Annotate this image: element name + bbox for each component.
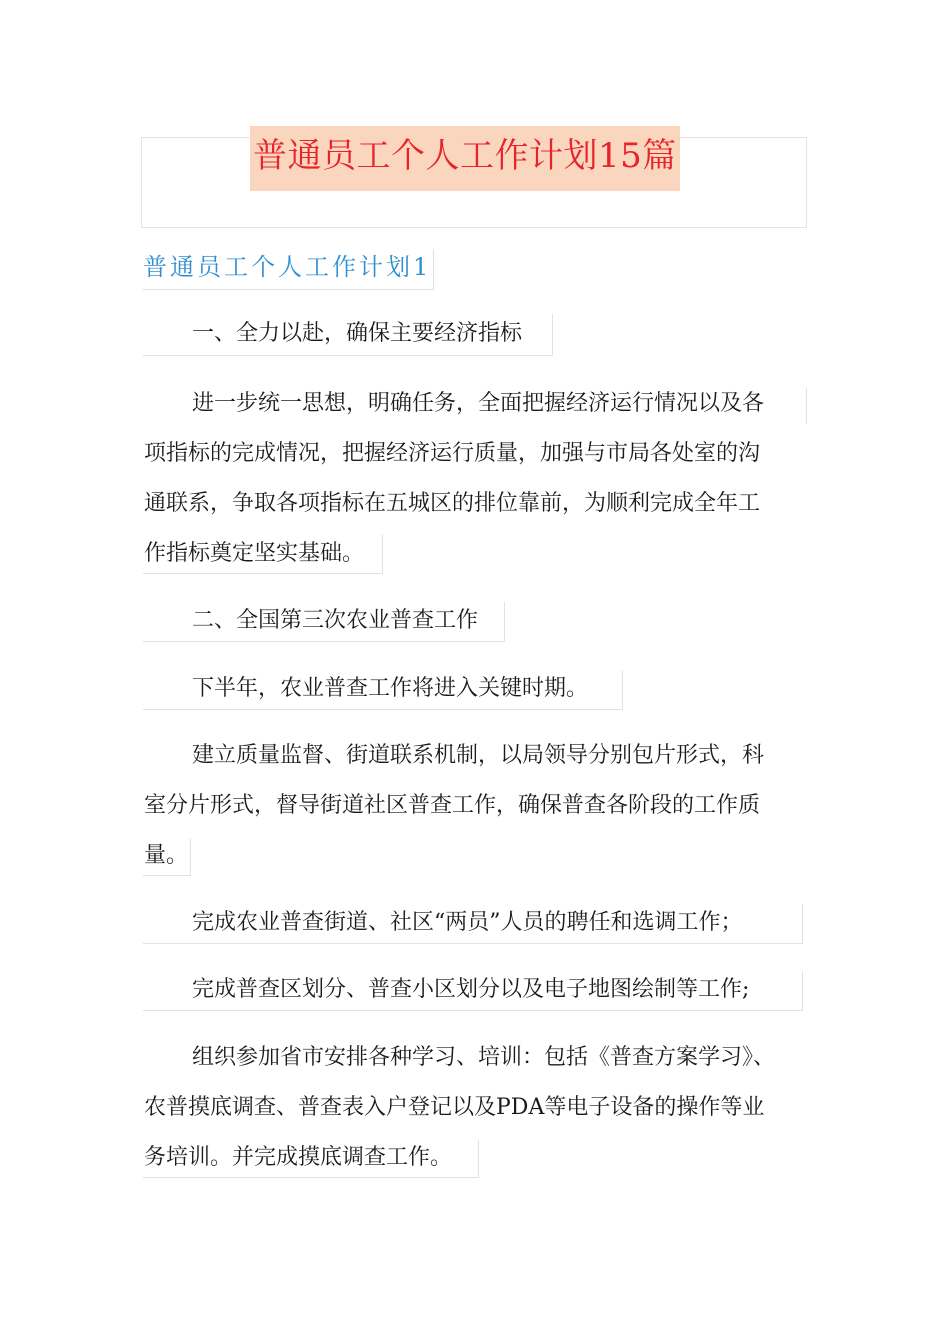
document-title: 普通员工个人工作计划15篇: [250, 126, 680, 191]
paragraph-line: 作指标奠定坚实基础。: [144, 541, 365, 566]
paragraph-line: 组织参加省市安排各种学习、培训：包括《普查方案学习》、: [192, 1045, 776, 1070]
paragraph-census-districts: 完成普查区划分、普查小区划分以及电子地图绘制等工作;: [192, 977, 750, 1002]
paragraph-line: 务培训。并完成摸底调查工作。: [144, 1145, 453, 1170]
paragraph-line: 建立质量监督、街道联系机制，以局领导分别包片形式，科: [192, 743, 765, 768]
paragraph-line: 量。: [144, 843, 189, 868]
section-subtitle: 普通员工个人工作计划1: [143, 249, 434, 290]
paragraph-line: 进一步统一思想，明确任务，全面把握经济运行情况以及各: [192, 391, 765, 416]
paragraph-line: 农普摸底调查、普查表入户登记以及PDA等电子设备的操作等业: [144, 1095, 765, 1120]
paragraph-second-half-year: 下半年，农业普查工作将进入关键时期。: [192, 676, 589, 701]
paragraph-two-staff: 完成农业普查街道、社区“两员”人员的聘任和选调工作；: [192, 910, 743, 935]
heading-economic-indicators: 一、全力以赴，确保主要经济指标: [192, 321, 523, 346]
paragraph-line: 通联系，争取各项指标在五城区的排位靠前，为顺利完成全年工: [144, 491, 761, 516]
paragraph-line: 项指标的完成情况，把握经济运行质量，加强与市局各处室的沟: [144, 441, 761, 466]
paragraph-line: 室分片形式，督导街道社区普查工作，确保普查各阶段的工作质: [144, 793, 761, 818]
heading-agricultural-census: 二、全国第三次农业普查工作: [192, 608, 479, 633]
